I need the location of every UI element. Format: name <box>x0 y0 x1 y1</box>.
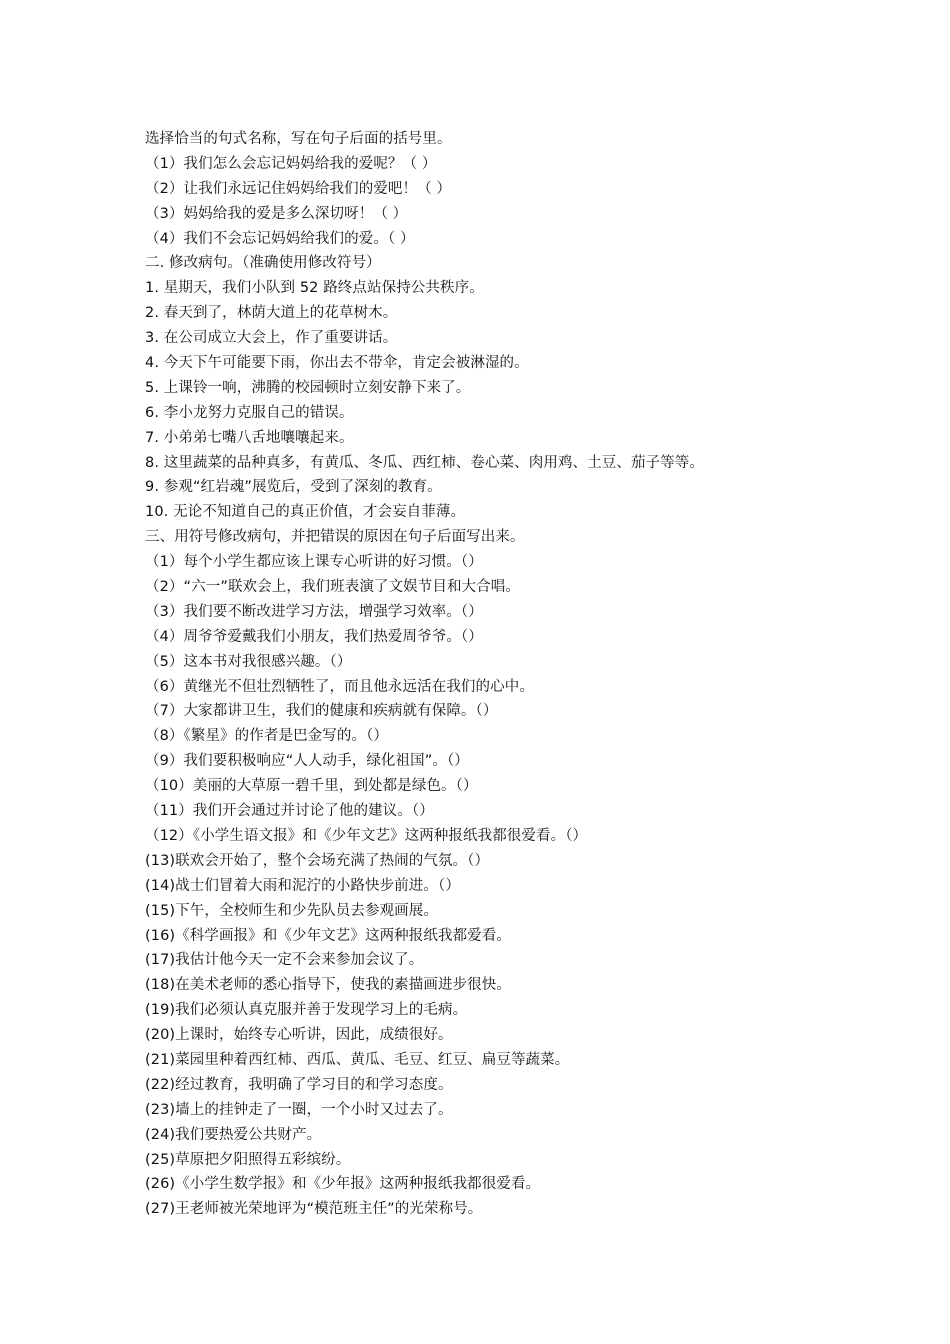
question-line: (16)《科学画报》和《少年文艺》这两种报纸我都爱看。 <box>145 927 511 944</box>
question-line: （1）我们怎么会忘记妈妈给我的爱呢？（ ） <box>145 155 437 172</box>
question-line: 7. 小弟弟七嘴八舌地嚷嚷起来。 <box>145 429 354 446</box>
question-line: (25)草原把夕阳照得五彩缤纷。 <box>145 1151 351 1168</box>
question-line: 10. 无论不知道自己的真正价值，才会妄自菲薄。 <box>145 504 466 521</box>
question-line: （7）大家都讲卫生，我们的健康和疾病就有保障。（） <box>145 703 498 720</box>
document-body <box>145 127 845 1222</box>
question-line: 2. 春天到了，林荫大道上的花草树木。 <box>145 305 398 322</box>
question-line: 9. 参观“红岩魂”展览后，受到了深刻的教育。 <box>145 479 442 496</box>
question-line: (27)王老师被光荣地评为“模范班主任”的光荣称号。 <box>145 1201 483 1218</box>
question-line: （2）“六一”联欢会上，我们班表演了文娱节目和大合唱。 <box>145 579 520 596</box>
question-line: （12）《小学生语文报》和《少年文艺》这两种报纸我都很爱看。（） <box>145 827 588 844</box>
question-line: （6）黄继光不但壮烈牺牲了，而且他永远活在我们的心中。 <box>145 678 534 695</box>
question-line: （4）周爷爷爱戴我们小朋友，我们热爱周爷爷。（） <box>145 628 483 645</box>
question-line: 8. 这里蔬菜的品种真多，有黄瓜、冬瓜、西红柿、卷心菜、肉用鸡、土豆、茄子等等。 <box>145 454 704 471</box>
question-line: （10）美丽的大草原一碧千里，到处都是绿色。（） <box>145 778 478 795</box>
question-line: (22)经过教育，我明确了学习目的和学习态度。 <box>145 1076 453 1093</box>
question-line: (18)在美术老师的悉心指导下，使我的素描画进步很快。 <box>145 977 511 994</box>
question-line: （9）我们要积极响应“人人动手，绿化祖国”。（） <box>145 753 469 770</box>
question-line: (24)我们要热爱公共财产。 <box>145 1126 322 1143</box>
question-line: (17)我估计他今天一定不会来参加会议了。 <box>145 952 424 969</box>
question-line: （5）这本书对我很感兴趣。（） <box>145 653 352 670</box>
question-line: (20)上课时，始终专心听讲，因此，成绩很好。 <box>145 1027 453 1044</box>
question-line: (26)《小学生数学报》和《少年报》这两种报纸我都很爱看。 <box>145 1176 541 1193</box>
question-line: 3. 在公司成立大会上，作了重要讲话。 <box>145 330 398 347</box>
instruction-line: 选择恰当的句式名称，写在句子后面的括号里。 <box>145 131 452 147</box>
question-line: (23)墙上的挂钟走了一圈，一个小时又过去了。 <box>145 1101 453 1118</box>
question-line: 5. 上课铃一响，沸腾的校园顿时立刻安静下来了。 <box>145 379 471 396</box>
question-line: 4. 今天下午可能要下雨，你出去不带伞，肯定会被淋湿的。 <box>145 355 529 372</box>
question-line: （4）我们不会忘记妈妈给我们的爱。（ ） <box>145 230 415 247</box>
question-line: (15)下午，全校师生和少先队员去参观画展。 <box>145 902 438 919</box>
question-line: (14)战士们冒着大雨和泥泞的小路快步前进。（） <box>145 877 460 894</box>
question-line: （8）《繁星》的作者是巴金写的。（） <box>145 728 389 745</box>
question-line: （3）妈妈给我的爱是多么深切呀！（ ） <box>145 205 408 222</box>
question-line: 1. 星期天，我们小队到 52 路终点站保持公共秩序。 <box>145 280 484 297</box>
question-line: (13)联欢会开始了，整个会场充满了热闹的气氛。（） <box>145 852 490 869</box>
section-heading: 三、用符号修改病句，并把错误的原因在句子后面写出来。 <box>145 529 525 546</box>
section-heading: 二. 修改病句。（准确使用修改符号） <box>145 255 381 272</box>
question-line: （3）我们要不断改进学习方法，增强学习效率。（） <box>145 603 483 620</box>
question-line: （11）我们开会通过并讨论了他的建议。（） <box>145 803 434 820</box>
question-line: （1）每个小学生都应该上课专心听讲的好习惯。（） <box>145 554 483 571</box>
question-line: (21)菜园里种着西红柿、西瓜、黄瓜、毛豆、红豆、扁豆等蔬菜。 <box>145 1051 570 1068</box>
question-line: (19)我们必须认真克服并善于发现学习上的毛病。 <box>145 1002 468 1019</box>
question-line: 6. 李小龙努力克服自己的错误。 <box>145 404 354 421</box>
question-line: （2）让我们永远记住妈妈给我们的爱吧！（ ） <box>145 180 452 197</box>
